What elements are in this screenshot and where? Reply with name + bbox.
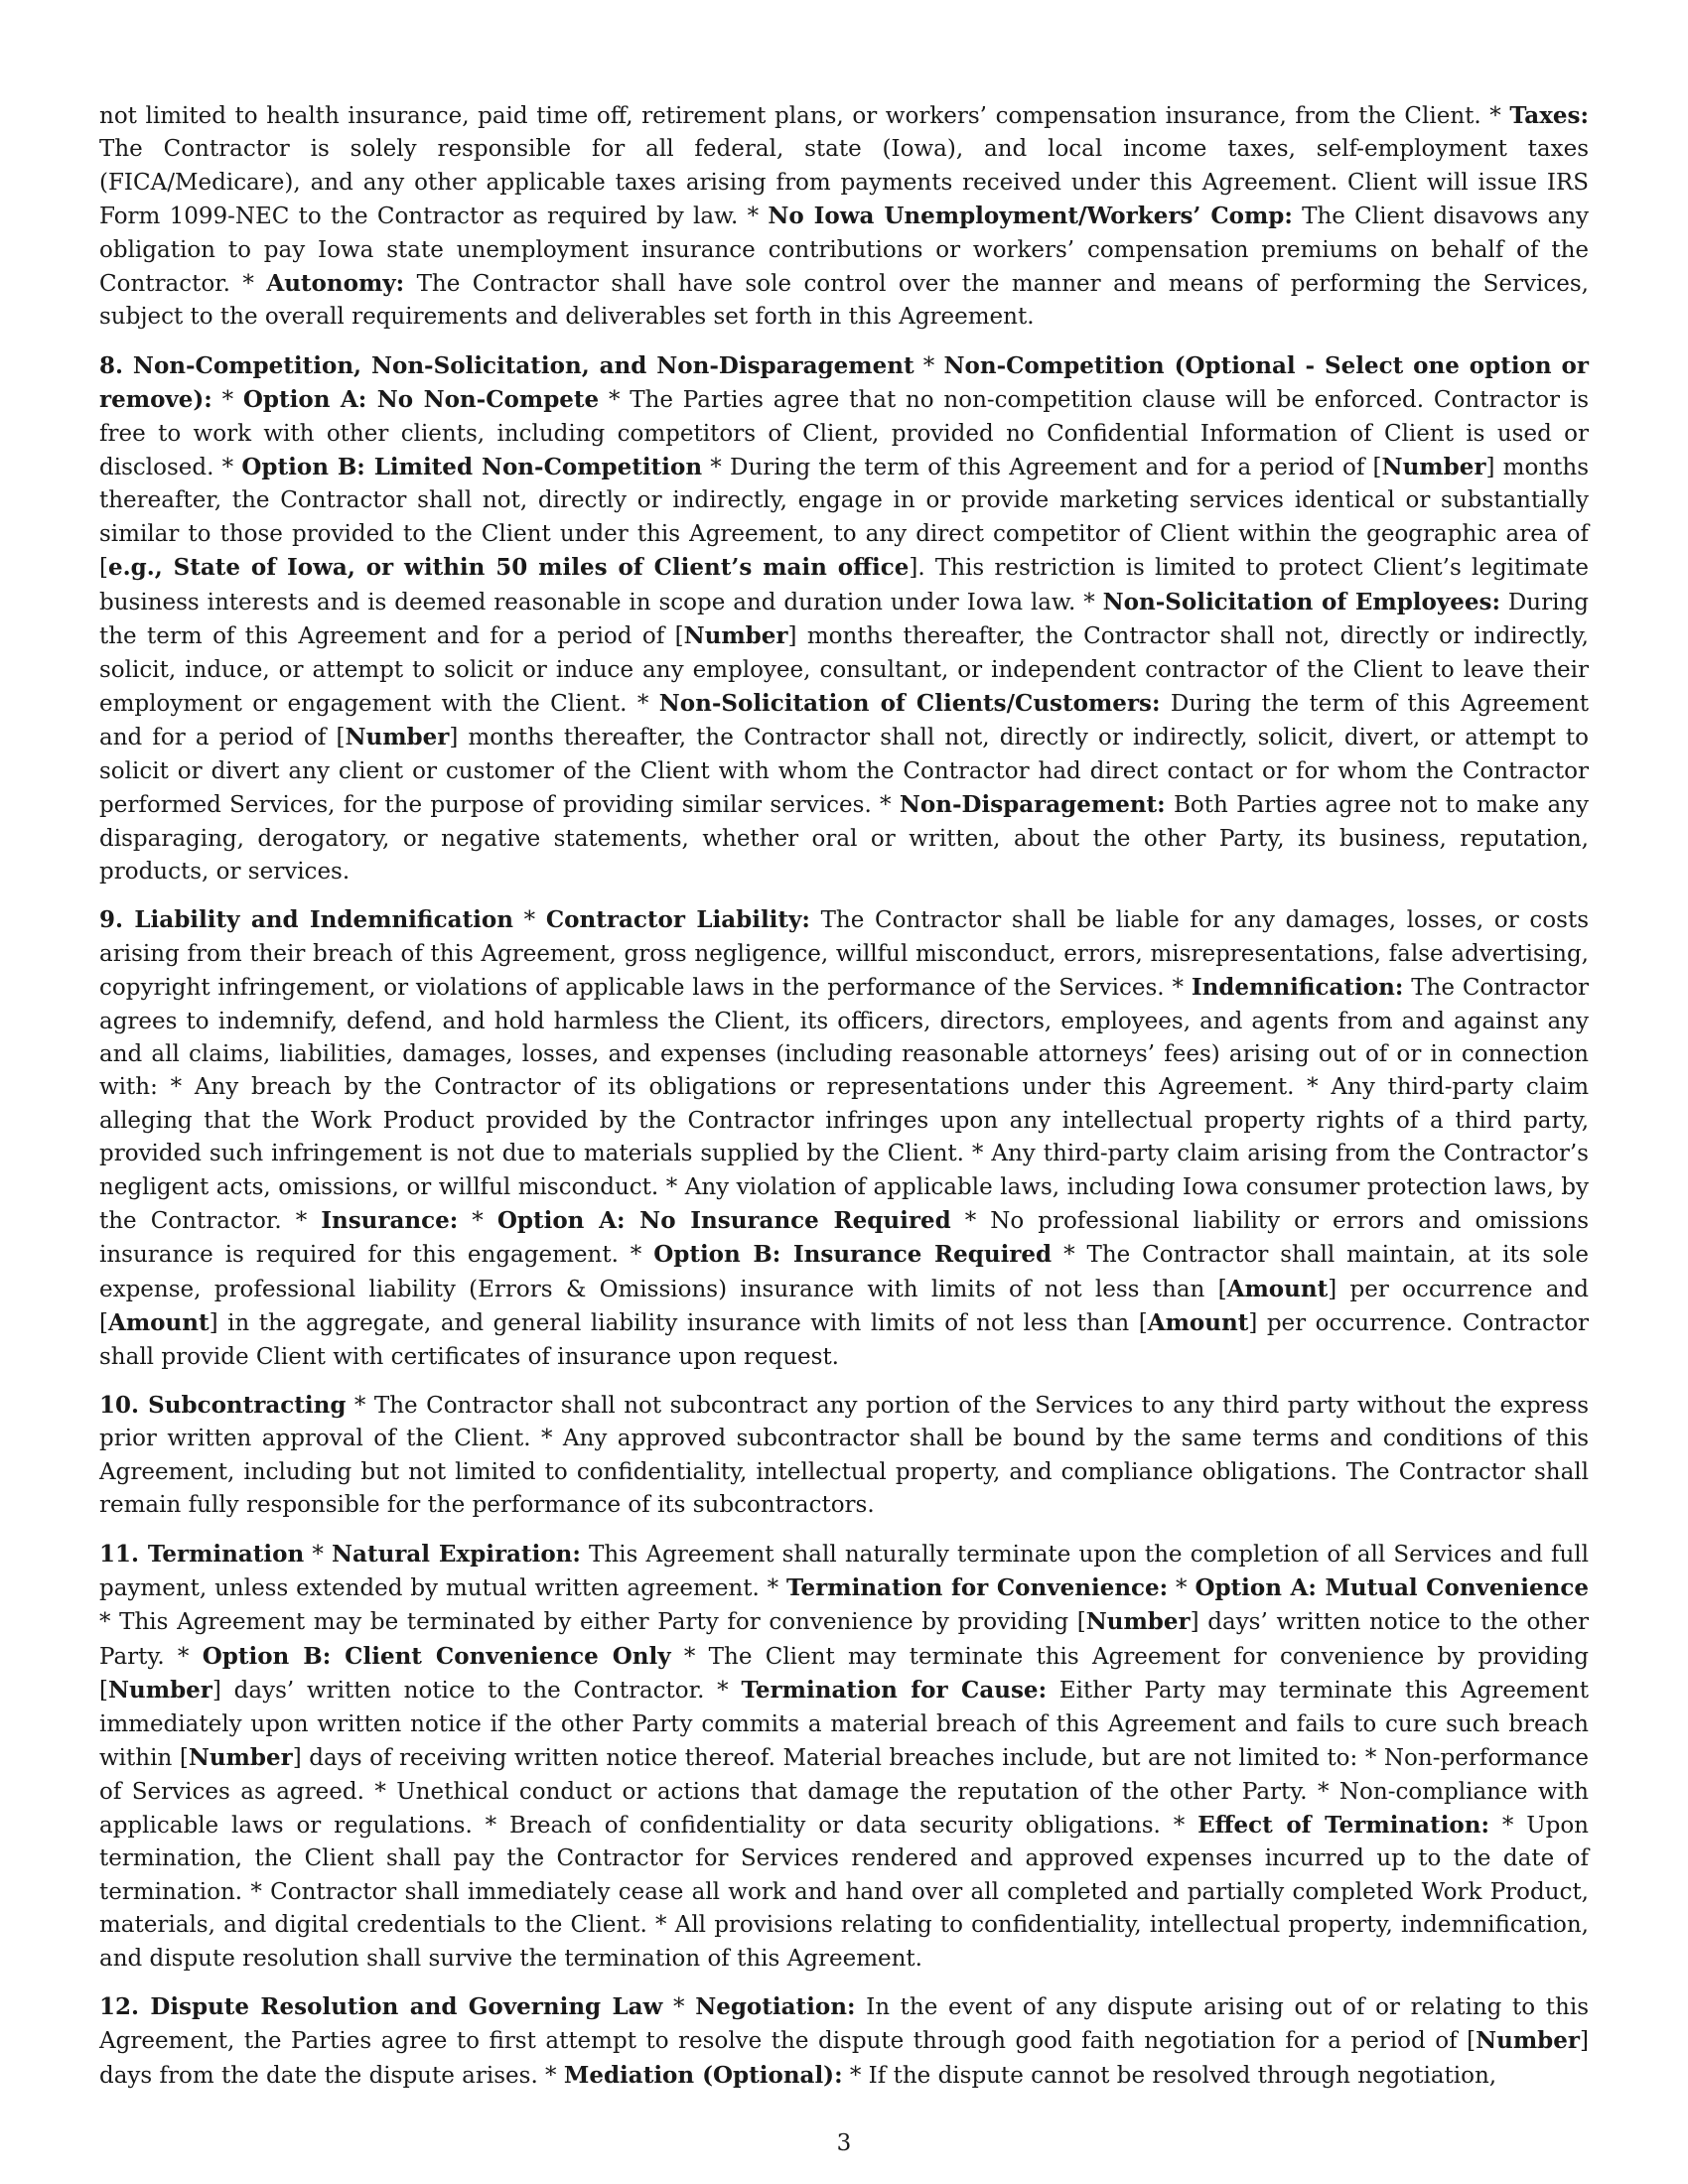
body-text: In the event of any dispute arising out of or relating to this Agreement, the Parties agree to first attempt to resolve the dispute through good faith negotiation for a period of [ (99, 1993, 1590, 2055)
body-text: * During the term of this Agreement and for a period of [ (702, 455, 1382, 481)
bold-text: Number (107, 1677, 212, 1705)
bold-text: 10. Subcontracting (99, 1392, 347, 1420)
bold-text: Option B: Client Convenience Only (202, 1642, 671, 1670)
bold-text: 9. Liability and Indemnification (99, 906, 513, 934)
bold-text: Number (1085, 1608, 1191, 1636)
bold-text: Non-Competition (Optional - Select one option or remove): (99, 351, 1590, 414)
bold-text: No Iowa Unemployment/Workers’ Comp: (768, 203, 1293, 230)
bold-text: Amount (107, 1309, 210, 1337)
bold-text: Amount (1147, 1309, 1249, 1337)
body-text: * The Parties agree that no non-competition clause will be enforced. Contractor is free to work with other clients, including competitors of Client, provided no Confidential Information of Client is used or disclosed. * (99, 387, 1589, 481)
body-text: ] months thereafter, the Contractor shall not, directly or indirectly, solicit, induce, or attempt to solicit or induce any employee, consultant, or independent contractor of the Client to leave their employment or engagement with the Client. * (99, 623, 1589, 717)
body-text: ] days’ written notice to the other Party. * (99, 1609, 1589, 1670)
body-text: ] days of receiving written notice thereof. Material breaches include, but are not limited to: * Non-performance of Services as agreed. * Unethical conduct or actions that damage the reputation of the other Party. * Non-compliance with applicable laws or regulations. * Breach of confidentiality or data security obligations. * (99, 1745, 1589, 1839)
bold-text: Effect of Termination: (1197, 1811, 1489, 1839)
body-text: During the term of this Agreement and for a period of [ (99, 589, 1589, 650)
paragraph-section-12 (99, 1990, 1589, 2093)
body-text: This Agreement shall naturally terminate upon the completion of all Services and full payment, unless extended by mutual written agreement. * (99, 1541, 1589, 1602)
bold-text: Option A: No Insurance Required (496, 1207, 951, 1234)
bold-text: Number (683, 622, 788, 650)
bold-text: 12. Dispute Resolution and Governing Law (99, 1992, 663, 2020)
paragraph-section-10 (99, 1389, 1589, 1523)
body-text: ] in the aggregate, and general liability insurance with limits of not less than [ (209, 1310, 1148, 1337)
body-text: * (211, 387, 243, 414)
body-text: ] per occurrence. Contractor shall provide Client with certificates of insurance upon request. (99, 1310, 1589, 1370)
paragraph-employment-taxes-continued (99, 99, 1589, 335)
paragraph-section-9 (99, 903, 1589, 1374)
body-text: The Contractor shall be liable for any damages, losses, or costs arising from their breach of this Agreement, gross negligence, willful misconduct, errors, misrepresentations, false advertising, copyright infringement, or violations of applicable laws in the performance of the Services. * (99, 907, 1589, 1002)
bold-text: Termination for Convenience: (786, 1574, 1169, 1602)
bold-text: Non-Disparagement: (899, 791, 1166, 819)
document-page (99, 99, 1589, 2108)
bold-text: 8. Non-Competition, Non-Solicitation, and Non-Disparagement (99, 351, 914, 379)
bold-text: Option B: Limited Non-Competition (241, 454, 703, 481)
bold-text: Insurance: (321, 1207, 459, 1234)
body-text: * The Contractor shall not subcontract any portion of the Services to any third party without the express prior written approval of the Client. * Any approved subcontractor shall be bound by the same terms and conditions of this Agreement, including but not limited to confidentiality, intellectual property, and compliance obligations. The Contractor shall remain fully responsible for the performance of its subcontractors. (99, 1393, 1589, 1519)
body-text: * (512, 907, 546, 934)
body-text: * (914, 352, 944, 379)
body-text: ] days’ written notice to the Contractor. * (211, 1678, 742, 1705)
body-text: * (662, 1993, 696, 2020)
body-text: * If the dispute cannot be resolved through negotiation, (842, 2062, 1497, 2089)
body-text: ] per occurrence and [ (99, 1276, 1589, 1337)
bold-text: e.g., State of Iowa, or within 50 miles of Client’s main office (107, 554, 910, 582)
paragraph-section-11 (99, 1538, 1589, 1976)
body-text: ] months thereafter, the Contractor shall not, directly or indirectly, solicit, divert, or attempt to solicit or divert any client or customer of the Client with whom the Contractor had direct contact or for whom the Contractor performed Services, for the purpose of providing similar services. * (99, 725, 1589, 819)
body-text: Both Parties agree not to make any disparaging, derogatory, or negative statements, whether oral or written, about the other Party, its business, reputation, products, or services. (99, 792, 1589, 885)
bold-text: Number (188, 1744, 293, 1772)
body-text: The Contractor agrees to indemnify, defend, and hold harmless the Client, its officers, directors, employees, and agents from and against any and all claims, liabilities, damages, losses, and expenses (including reasonable attorneys’ fees) arising out of or in connection with: * Any breach by the Contractor of its obligations or representations under this Agreement. * Any third-party claim alleging that the Work Product provided by the Contractor infringes upon any intellectual property rights of a third party, provided such infringement is not due to materials supplied by the Client. * Any third-party claim arising from the Contractor’s negligent acts, omissions, or willful misconduct. * Any violation of applicable laws, including Iowa consumer protection laws, by the Contractor. * (99, 975, 1589, 1234)
body-text: ] days from the date the dispute arises. * (99, 2028, 1589, 2089)
bold-text: Number (1476, 2027, 1581, 2055)
bold-text: Contractor Liability: (545, 906, 810, 934)
body-text: ]. This restriction is limited to protect Client’s legitimate business interests and is deemed reasonable in scope and duration under Iowa law. * (99, 555, 1590, 615)
bold-text: Option A: No Non-Compete (242, 386, 600, 414)
page-number: 3 (836, 2130, 852, 2156)
body-text: During the term of this Agreement and for a period of [ (99, 690, 1590, 751)
body-text: * This Agreement may be terminated by either Party for convenience by providing [ (99, 1609, 1086, 1636)
bold-text: 11. Termination (99, 1540, 305, 1568)
bold-text: Number (1381, 454, 1486, 481)
body-text: * (458, 1208, 497, 1234)
paragraph-section-8 (99, 349, 1589, 889)
body-text: The Client disavows any obligation to pay Iowa state unemployment insurance contributions or workers’ compensation premiums on behalf of the Contractor. * (99, 204, 1590, 298)
bold-text: Non-Solicitation of Employees: (1102, 588, 1500, 615)
bold-text: Natural Expiration: (332, 1540, 581, 1568)
bold-text: Negotiation: (695, 1992, 856, 2020)
body-text: not limited to health insurance, paid time off, retirement plans, or workers’ compensation insurance, from the Client. * (99, 103, 1510, 129)
bold-text: Number (345, 724, 450, 751)
bold-text: Amount (1226, 1275, 1329, 1302)
bold-text: Indemnification: (1191, 974, 1404, 1002)
body-text: * The Contractor shall maintain, at its sole expense, professional liability (Errors & Omissions) insurance with limits of not less than [ (99, 1242, 1590, 1302)
body-text: * Upon termination, the Client shall pay the Contractor for Services rendered and approved expenses incurred up to the date of termination. * Contractor shall immediately cease all work and hand over all completed and partially completed Work Product, materials, and digital credentials to the Client. * All provisions relating to confidentiality, intellectual property, indemnification, and dispute resolution shall survive the termination of this Agreement. (99, 1812, 1590, 1972)
bold-text: Option B: Insurance Required (653, 1241, 1053, 1269)
bold-text: Taxes: (1509, 102, 1589, 129)
body-text: ] months thereafter, the Contractor shall not, directly or indirectly, engage in or provide marketing services identical or substantially similar to those provided to the Client under this Agreement, to any direct competitor of Client within the geographic area of [ (99, 455, 1590, 582)
bold-text: Option A: Mutual Convenience (1195, 1574, 1589, 1602)
bold-text: Non-Solicitation of Clients/Customers: (658, 689, 1161, 717)
body-text: * (304, 1541, 333, 1568)
bold-text: Termination for Cause: (741, 1677, 1048, 1705)
body-text: * (1168, 1575, 1196, 1602)
bold-text: Autonomy: (266, 270, 405, 298)
bold-text: Mediation (Optional): (563, 2061, 843, 2089)
body-text: The Contractor is solely responsible for all federal, state (Iowa), and local income taxes, self-employment taxes (FICA/Medicare), and any other applicable taxes arising from payments received under this Agreement. Client will issue IRS Form 1099-NEC to the Contractor as required by law. * (99, 136, 1589, 230)
body-text: Either Party may terminate this Agreement immediately upon written notice if the other Party commits a material breach of this Agreement and fails to cure such breach within [ (99, 1678, 1589, 1772)
body-text: * No professional liability or errors and omissions insurance is required for this engagement. * (99, 1208, 1589, 1269)
body-text: * The Client may terminate this Agreement for convenience by providing [ (99, 1643, 1589, 1705)
body-text: The Contractor shall have sole control over the manner and means of performing the Services, subject to the overall requirements and deliverables set forth in this Agreement. (99, 271, 1589, 331)
